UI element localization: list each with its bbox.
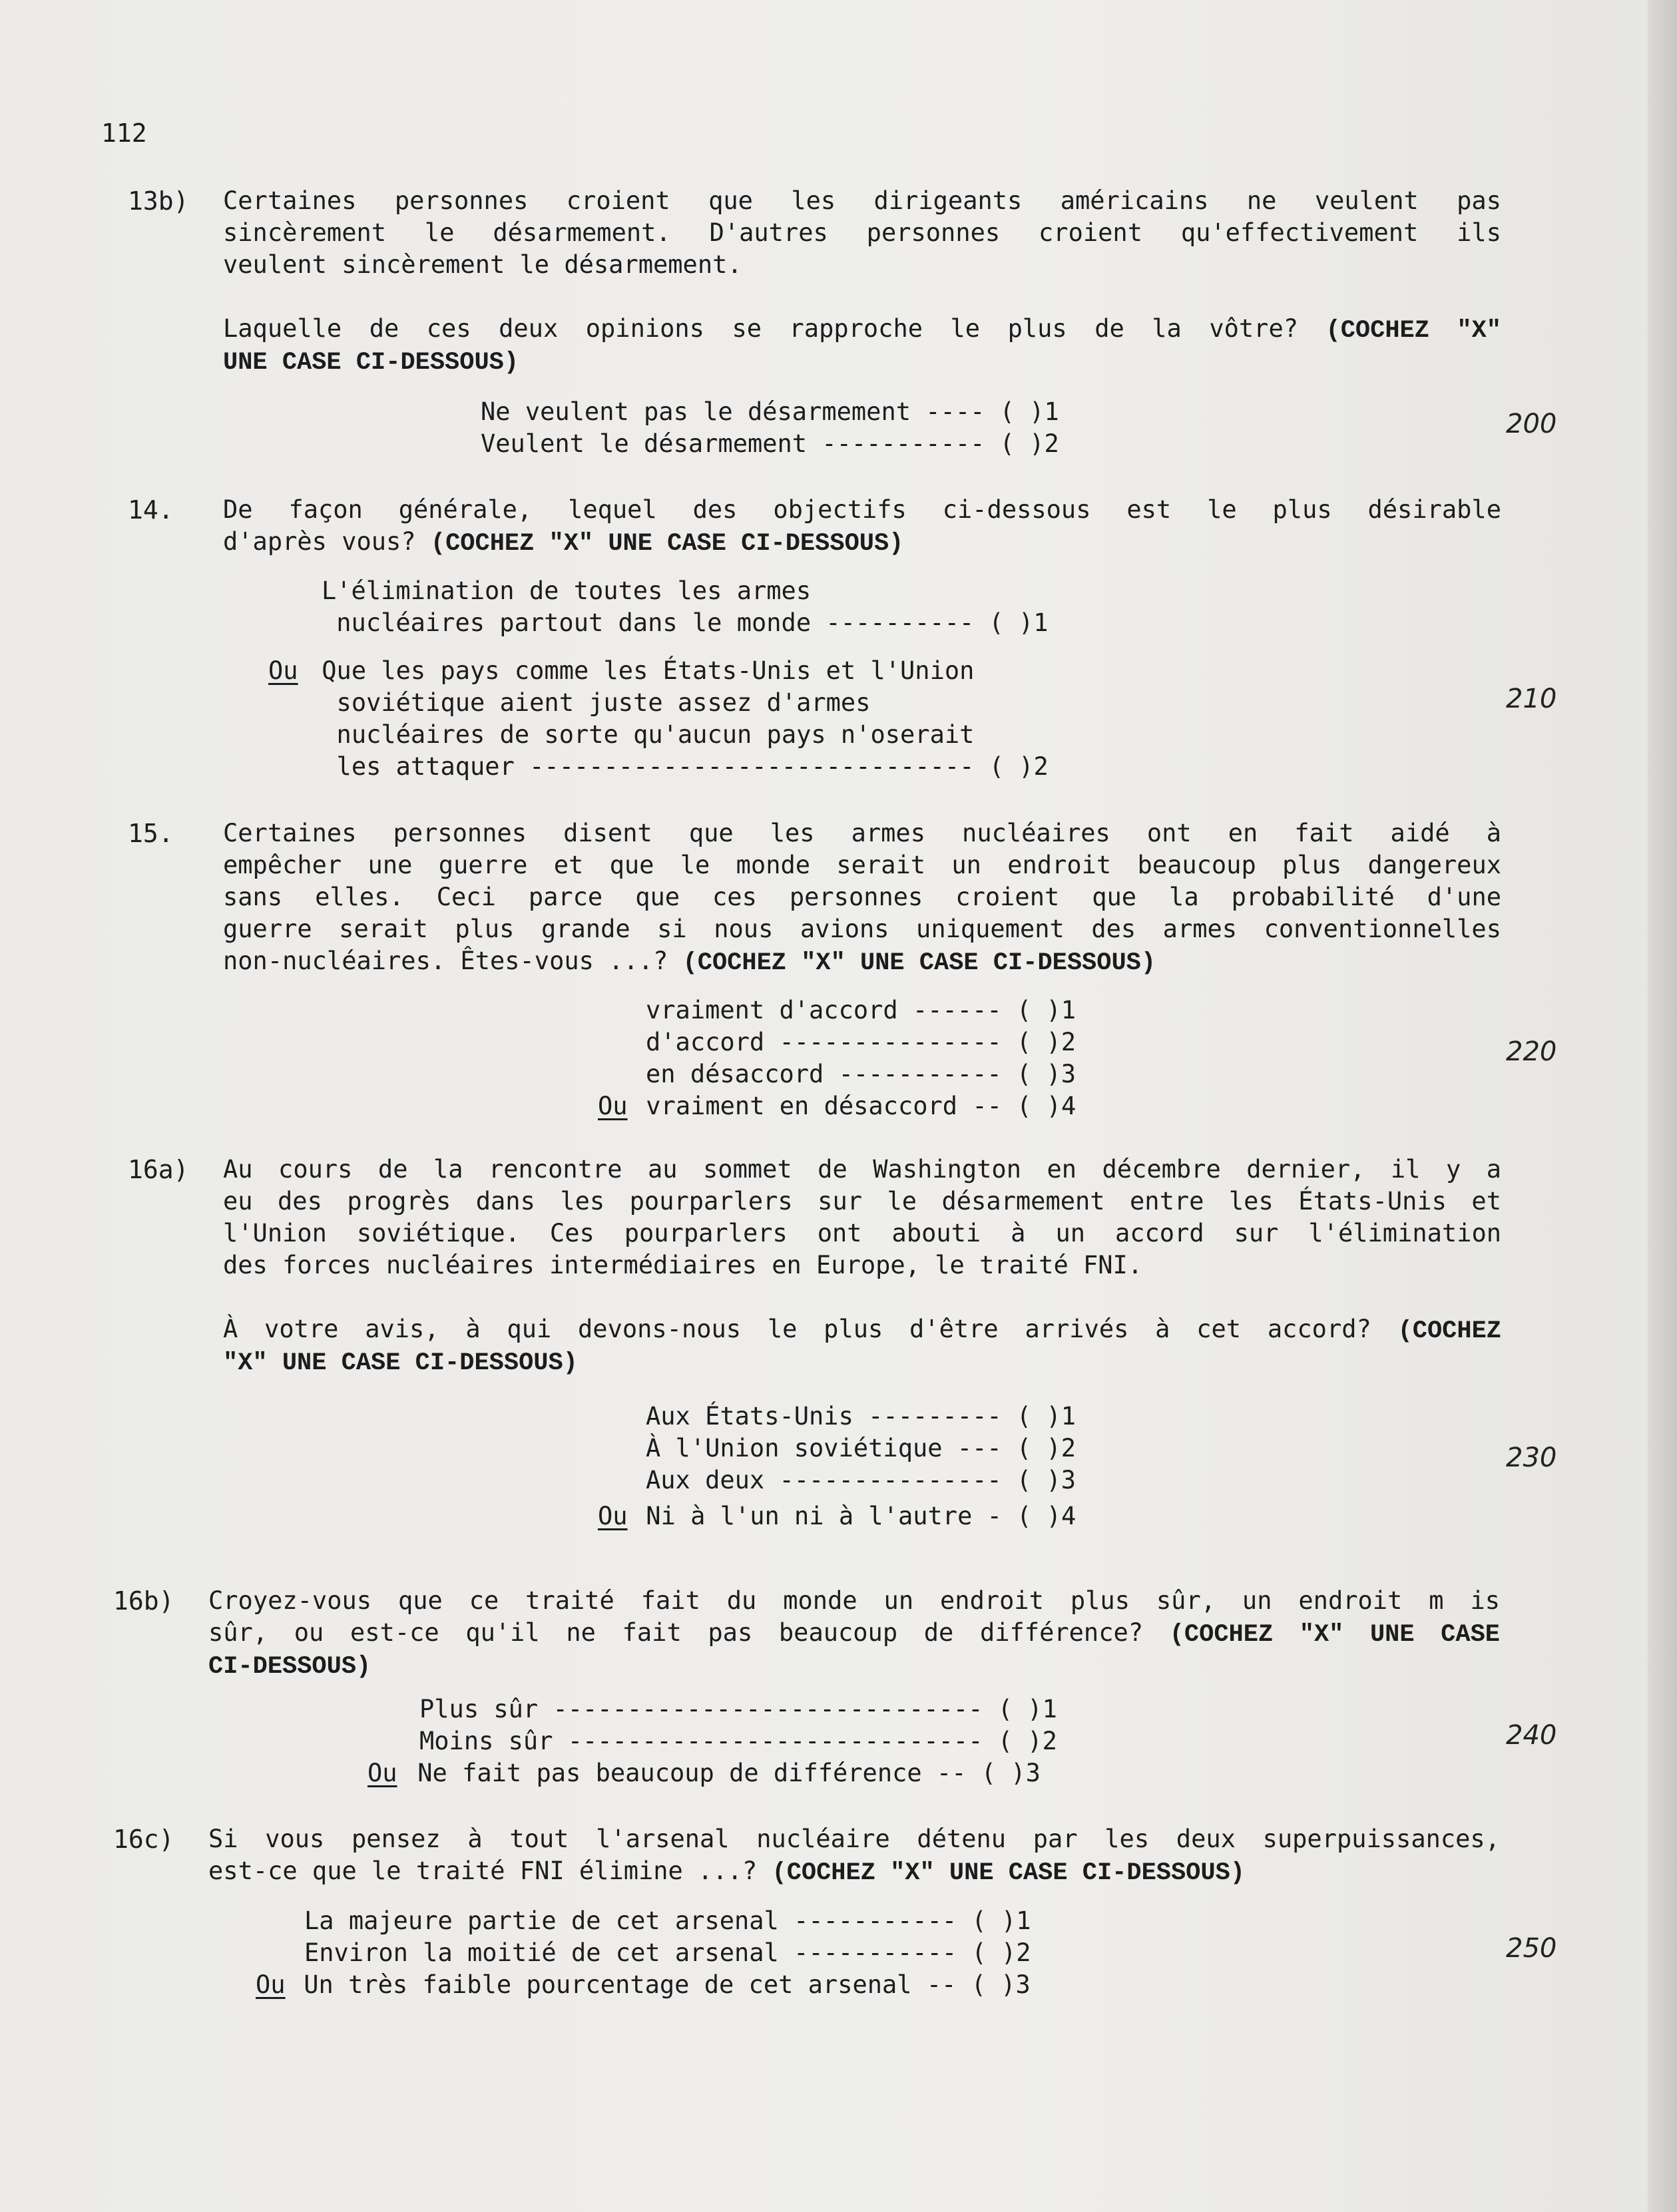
question-13b-instruction-2: UNE CASE CI-DESSOUS) [223, 349, 519, 377]
question-16a-text [223, 1154, 1501, 1281]
question-15-line-4: guerre serait plus grande si nous avions uniquement des armes conventionnelles [223, 915, 1501, 943]
question-14-line-1: De façon générale, lequel des objectifs ci-dessous est le plus désirable [223, 495, 1501, 524]
question-14-option-2-line-2[interactable]: soviétique aient juste assez d'armes [307, 688, 871, 717]
question-16c-option-2[interactable]: Environ la moitié de cet arsenal ----------- ( )2 [304, 1938, 1031, 1967]
question-15-option-2[interactable]: d'accord --------------- ( )2 [646, 1028, 1077, 1056]
question-16c-option-1[interactable]: La majeure partie de cet arsenal ----------- ( )1 [304, 1906, 1031, 1935]
margin-code-240: 240 [1506, 1720, 1557, 1751]
question-13b-prompt-text: Laquelle de ces deux opinions se rapproche le plus de la vôtre? [223, 314, 1326, 343]
margin-code-230: 230 [1506, 1442, 1557, 1473]
question-14-line-2-text: d'après vous? [223, 527, 431, 556]
question-15-option-1[interactable]: vraiment d'accord ------ ( )1 [646, 996, 1077, 1024]
margin-code-210: 210 [1506, 684, 1557, 714]
question-15-text [223, 817, 1501, 979]
question-16a-line-1: Au cours de la rencontre au sommet de Washington en décembre dernier, il y a [223, 1155, 1501, 1184]
question-16c-line-2 [208, 1855, 1500, 1889]
question-13b-line-3: veulent sincèrement le désarmement. [223, 250, 742, 279]
question-16c-number: 16c) [113, 1825, 174, 1854]
question-16b-line-1: Croyez-vous que ce traité fait du monde un endroit plus sûr, un endroit m is [208, 1586, 1500, 1615]
question-14-text [223, 494, 1501, 560]
question-16c-option-3[interactable]: Un très faible pourcentage de cet arsenal -- ( )3 [289, 1970, 1031, 1999]
question-16b-ou-label: Ou [367, 1759, 397, 1787]
question-16a-option-3[interactable]: Aux deux --------------- ( )3 [646, 1466, 1077, 1494]
question-15-line-5 [223, 945, 1501, 979]
question-16c-ou-label: Ou [256, 1970, 286, 1999]
question-15-instruction: (COCHEZ "X" UNE CASE CI-DESSOUS) [682, 949, 1156, 977]
question-14-instruction: (COCHEZ "X" UNE CASE CI-DESSOUS) [430, 530, 904, 558]
question-13b-instruction-1: (COCHEZ "X" [1325, 317, 1501, 345]
question-16a-ou-label: Ou [598, 1502, 628, 1530]
question-15-ou-label: Ou [598, 1092, 628, 1120]
question-14-ou-label: Ou [268, 656, 298, 685]
question-15-line-1: Certaines personnes disent que les armes nucléaires ont en fait aidé à [223, 819, 1501, 847]
question-14-option-2-line-3[interactable]: nucléaires de sorte qu'aucun pays n'oserait [307, 720, 975, 749]
question-16c-instruction: (COCHEZ "X" UNE CASE CI-DESSOUS) [772, 1859, 1245, 1887]
question-16b-option-3[interactable]: Ne fait pas beaucoup de différence -- ( )3 [403, 1759, 1041, 1787]
margin-code-200: 200 [1506, 409, 1557, 439]
question-14-option-2-line-4[interactable]: les attaquer ------------------------------ ( )2 [307, 752, 1049, 781]
question-16a-instruction-2: "X" UNE CASE CI-DESSOUS) [223, 1349, 578, 1377]
question-15-option-3[interactable]: en désaccord ----------- ( )3 [646, 1060, 1077, 1088]
question-16a-prompt-line-1 [223, 1313, 1501, 1347]
question-14-number: 14. [128, 495, 174, 525]
question-16a-prompt-text: À votre avis, à qui devons-nous le plus d'être arrivés à cet accord? [223, 1315, 1398, 1343]
question-14-option-1-line-1[interactable]: L'élimination de toutes les armes [322, 576, 812, 605]
question-13b-prompt-line-1 [223, 313, 1501, 347]
question-16b-instruction-2: CI-DESSOUS) [208, 1653, 371, 1681]
question-13b-number: 13b) [128, 186, 189, 216]
question-16c-line-2-text: est-ce que le traité FNI élimine ...? [208, 1857, 772, 1885]
question-15-option-4[interactable]: vraiment en désaccord -- ( )4 [631, 1092, 1077, 1120]
question-13b-line-2: sincèrement le désarmement. D'autres personnes croient qu'effectivement ils [223, 218, 1501, 247]
question-16b-number: 16b) [113, 1586, 174, 1616]
question-14-option-1-line-2[interactable]: nucléaires partout dans le monde ---------- ( )1 [322, 608, 1049, 637]
question-16a-line-3: l'Union soviétique. Ces pourparlers ont abouti à un accord sur l'élimination [223, 1219, 1501, 1247]
question-16a-number: 16a) [128, 1155, 189, 1184]
question-16a-line-4: des forces nucléaires intermédiaires en Europe, le traité FNI. [223, 1251, 1143, 1279]
question-16b-line-2 [208, 1617, 1500, 1651]
question-16a-option-2[interactable]: À l'Union soviétique --- ( )2 [646, 1434, 1077, 1462]
question-16b-text [208, 1585, 1500, 1683]
question-15-line-5-text: non-nucléaires. Êtes-vous ...? [223, 947, 683, 975]
question-16b-line-2-text: sûr, ou est-ce qu'il ne fait pas beaucoup de différence? [208, 1618, 1170, 1647]
question-15-line-2: empêcher une guerre et que le monde serait un endroit beaucoup plus dangereux [223, 851, 1501, 879]
question-16b-option-2[interactable]: Moins sûr ---------------------------- ( )2 [419, 1727, 1057, 1755]
page-number: 112 [101, 118, 147, 148]
question-16b-instruction-1: (COCHEZ "X" UNE CASE [1169, 1621, 1500, 1649]
question-16a-option-4[interactable]: Ni à l'un ni à l'autre - ( )4 [631, 1502, 1077, 1530]
question-13b-line-1: Certaines personnes croient que les dirigeants américains ne veulent pas [223, 186, 1501, 215]
page-edge-shadow [1648, 0, 1677, 2212]
margin-code-250: 250 [1506, 1933, 1557, 1964]
question-14-option-2-line-1[interactable]: Que les pays comme les États-Unis et l'Union [307, 656, 975, 685]
question-13b-text [223, 185, 1501, 281]
question-16a-line-2: eu des progrès dans les pourparlers sur le désarmement entre les États-Unis et [223, 1187, 1501, 1216]
question-13b-prompt [223, 313, 1501, 379]
question-13b-option-1[interactable]: Ne veulent pas le désarmement ---- ( )1 [481, 397, 1059, 426]
question-14-line-2 [223, 526, 1501, 560]
question-13b-option-2[interactable]: Veulent le désarmement ----------- ( )2 [481, 429, 1059, 458]
question-16c-text [208, 1823, 1500, 1889]
question-16a-option-1[interactable]: Aux États-Unis --------- ( )1 [646, 1402, 1077, 1431]
question-16b-option-1[interactable]: Plus sûr ----------------------------- ( )1 [419, 1695, 1057, 1723]
question-16a-prompt [223, 1313, 1501, 1379]
question-15-number: 15. [128, 819, 174, 848]
margin-code-220: 220 [1506, 1036, 1557, 1067]
question-16a-instruction-1: (COCHEZ [1397, 1317, 1501, 1345]
question-16c-line-1: Si vous pensez à tout l'arsenal nucléaire détenu par les deux superpuissances, [208, 1825, 1500, 1853]
question-15-line-3: sans elles. Ceci parce que ces personnes croient que la probabilité d'une [223, 883, 1501, 911]
